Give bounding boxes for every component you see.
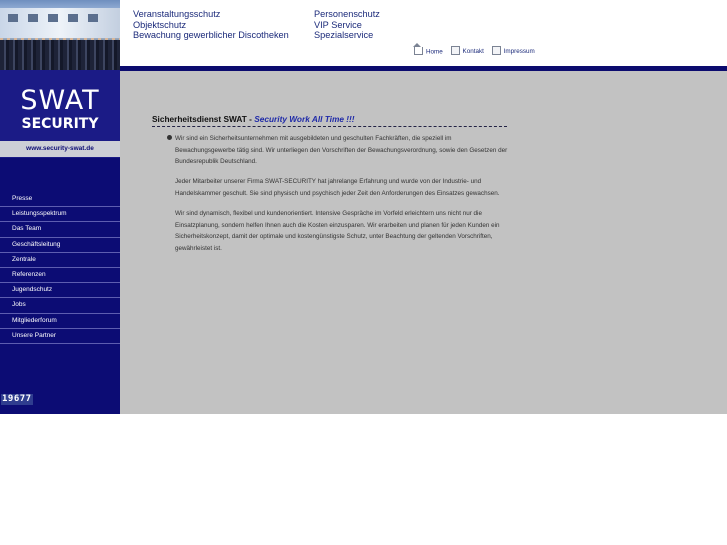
- service-item: Personenschutz: [314, 9, 380, 19]
- sidebar: [0, 70, 120, 414]
- top-links: [414, 47, 541, 56]
- website-url: www.security-swat.de: [0, 141, 120, 157]
- visitor-counter: 19677: [2, 394, 32, 404]
- service-item: Bewachung gewerblicher Discotheken: [133, 30, 289, 40]
- title-divider: [152, 126, 507, 127]
- main-content: [120, 71, 727, 414]
- services-left: [133, 9, 289, 41]
- page-title: [152, 114, 355, 124]
- sidebar-item-geschaeftsleitung[interactable]: Geschäftsleitung: [0, 238, 120, 253]
- service-item: Spezialservice: [314, 30, 374, 40]
- building-image: [0, 8, 120, 38]
- sidebar-item-presse[interactable]: Presse: [0, 192, 120, 207]
- building-window: [88, 14, 98, 22]
- sidebar-item-jobs[interactable]: Jobs: [0, 298, 120, 313]
- home-icon: [414, 47, 423, 55]
- content-paragraph: Wir sind ein Sicherheitsunternehmen mit ausgebildeten und geschulten Fachkräften, die speziell im Bewachungsgewerbe tätig sind. Wir unterliegen den Vorschriften der Bewachungsverordnung, sowie den Gesetzen der Bundesrepublik Deutschland.: [175, 135, 508, 166]
- services-right: [314, 9, 380, 41]
- content-body: [175, 133, 510, 263]
- page-title-text: Sicherheitsdienst SWAT -: [152, 114, 255, 124]
- mail-icon: [451, 46, 460, 55]
- sidebar-item-unsere-partner[interactable]: Unsere Partner: [0, 329, 120, 344]
- sidebar-item-referenzen[interactable]: Referenzen: [0, 268, 120, 283]
- content-paragraph: Wir sind dynamisch, flexibel und kundenorientiert. Intensive Gespräche im Vorfeld erleichtern uns nicht nur die Einsatzplanung, sondern helfen Ihnen auch die Kosten einzusparen. Wir erarbeiten und planen für jeden Kunden ein Sicherheitskonzept, damit der optimale und kostengünstigste Schutz, unter Beachtung der geltenden Vorschriften, gewährleistet ist.: [175, 209, 500, 252]
- team-group: [0, 40, 120, 70]
- content-paragraph: Jeder Mitarbeiter unserer Firma SWAT-SECURITY hat jahrelange Erfahrung und wurde von der Industrie- und Handelskammer geschult. Sie sind physisch und psychisch jeder Zeit den Anforderungen des Einsatzes gewachsen.: [175, 178, 500, 197]
- header: [120, 0, 727, 66]
- imprint-link[interactable]: [492, 47, 535, 56]
- home-link-label: Home: [426, 48, 443, 56]
- sidebar-item-das-team[interactable]: Das Team: [0, 222, 120, 237]
- sidebar-item-leistungsspektrum[interactable]: Leistungsspektrum: [0, 207, 120, 222]
- bullet-icon: [167, 135, 172, 140]
- home-link[interactable]: [414, 48, 443, 56]
- swat-security-logo[interactable]: [0, 70, 120, 158]
- logo-text-security: SECURITY: [21, 116, 99, 132]
- building-window: [48, 14, 58, 22]
- sidebar-item-jugendschutz[interactable]: Jugendschutz: [0, 283, 120, 298]
- service-item: Objektschutz: [133, 19, 187, 30]
- building-window: [8, 14, 18, 22]
- imprint-link-label: Impressum: [503, 48, 535, 56]
- logo-text-swat: SWAT: [20, 85, 100, 116]
- sidebar-menu: [0, 192, 120, 344]
- contact-link-label: Kontakt: [462, 48, 484, 56]
- header-photo: [0, 0, 120, 70]
- service-item: VIP Service: [314, 19, 362, 30]
- sidebar-item-mitgliederforum[interactable]: Mitgliederforum: [0, 314, 120, 329]
- document-icon: [492, 46, 501, 55]
- sidebar-item-zentrale[interactable]: Zentrale: [0, 253, 120, 268]
- building-window: [68, 14, 78, 22]
- contact-link[interactable]: [451, 47, 484, 56]
- page-title-slogan: Security Work All Time !!!: [254, 114, 355, 124]
- building-window: [28, 14, 38, 22]
- service-item: Veranstaltungsschutz: [133, 9, 221, 19]
